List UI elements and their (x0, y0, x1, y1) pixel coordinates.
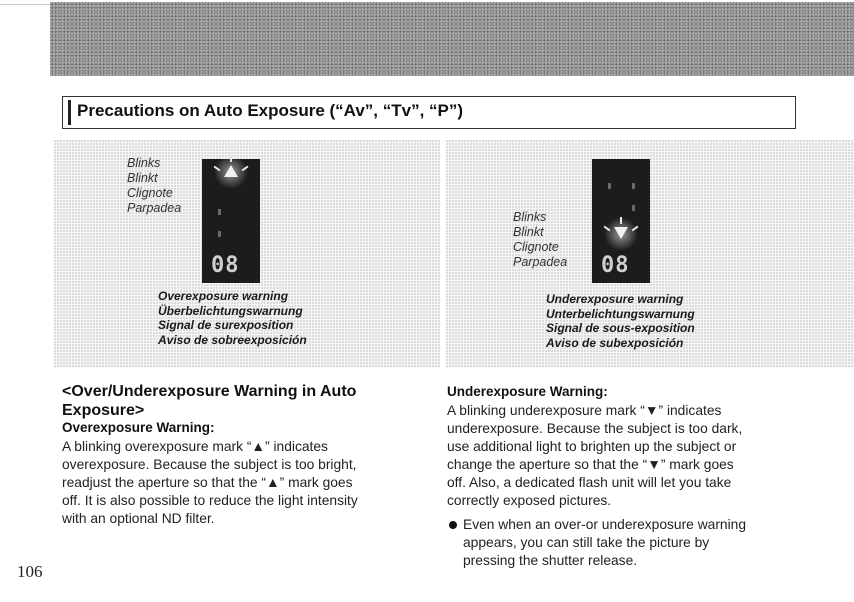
blink-ray (230, 155, 232, 162)
underexposure-paragraph (447, 402, 742, 510)
page-number: 106 (17, 562, 43, 581)
blink-label: Blinks (127, 156, 161, 170)
warning-label: Signal de sous-exposition (546, 321, 695, 335)
viewfinder-display-left (202, 159, 260, 283)
warning-label: Überbelichtungswarnung (158, 303, 303, 318)
blink-label: Blinkt (513, 225, 544, 239)
blink-ray (620, 217, 622, 224)
warning-label: Signal de surexposition (158, 318, 294, 332)
warning-label: Overexposure warning (158, 289, 289, 303)
paragraph-line: correctly exposed pictures. (447, 493, 612, 508)
blink-label: Blinkt (127, 171, 158, 185)
paragraph-line: pressing the shutter release. (463, 553, 638, 568)
paragraph-line: A blinking overexposure mark “▲” indicates (62, 439, 328, 454)
display-digits: 08 (211, 253, 240, 278)
section-heading-line: <Over/Underexposure Warning in Auto (62, 383, 357, 400)
warning-label: Aviso de sobreexposición (158, 332, 307, 347)
overexposure-warning-labels (158, 289, 307, 347)
overexposure-illustration (54, 140, 440, 368)
underexposure-heading: Underexposure Warning: (447, 384, 608, 399)
overexposure-paragraph (62, 438, 358, 528)
paragraph-line: A blinking underexposure mark “▼” indicates (447, 403, 722, 418)
section-heading-line: Exposure> (62, 402, 145, 419)
paragraph-line: off. It is also possible to reduce the light intensity (62, 493, 358, 508)
warning-label: Underexposure warning (546, 292, 684, 306)
paragraph-line: Even when an over-or underexposure warning (463, 517, 747, 532)
warning-label: Unterbelichtungswarnung (546, 306, 695, 321)
underexposure-warning-labels (546, 292, 695, 350)
blink-label: Clignote (513, 240, 559, 254)
paragraph-line: use additional light to brighten up the subject or (447, 439, 737, 454)
blink-label: Clignote (127, 186, 173, 200)
segment-mark (632, 183, 635, 189)
segment-mark (218, 231, 221, 237)
paragraph-line: appears, you can still take the picture by (463, 535, 710, 550)
paragraph-line: change the aperture so that the “▼” mark goes (447, 457, 734, 472)
section-heading (62, 382, 422, 420)
viewfinder-display-right (592, 159, 650, 283)
triangle-up-icon (224, 165, 238, 177)
blink-label: Parpadea (513, 255, 568, 269)
segment-mark (632, 205, 635, 211)
title-box (62, 96, 796, 129)
title-rule (68, 100, 71, 125)
paragraph-line: off. Also, a dedicated flash unit will let you take (447, 475, 732, 490)
underexposure-illustration (446, 140, 854, 368)
paragraph-line: readjust the aperture so that the “▲” mark goes (62, 475, 353, 490)
triangle-down-icon (614, 227, 628, 239)
blink-label: Parpadea (127, 201, 182, 215)
segment-mark (218, 209, 221, 215)
blink-label: Blinks (513, 210, 547, 224)
header-band (50, 2, 854, 76)
blinks-labels-right (513, 210, 567, 270)
paragraph-line: underexposure. Because the subject is too dark, (447, 421, 743, 436)
blinks-labels-left (127, 156, 181, 216)
segment-mark (608, 183, 611, 189)
page-title: Precautions on Auto Exposure (“Av”, “Tv”, “P”) (77, 101, 464, 120)
bullet-icon (449, 521, 457, 529)
paragraph-line: with an optional ND filter. (62, 511, 215, 526)
paragraph-line: overexposure. Because the subject is too bright, (62, 457, 357, 472)
warning-label: Aviso de subexposición (546, 335, 684, 350)
overexposure-heading: Overexposure Warning: (62, 420, 215, 435)
bullet-paragraph (463, 516, 746, 570)
display-digits: 08 (601, 253, 630, 278)
